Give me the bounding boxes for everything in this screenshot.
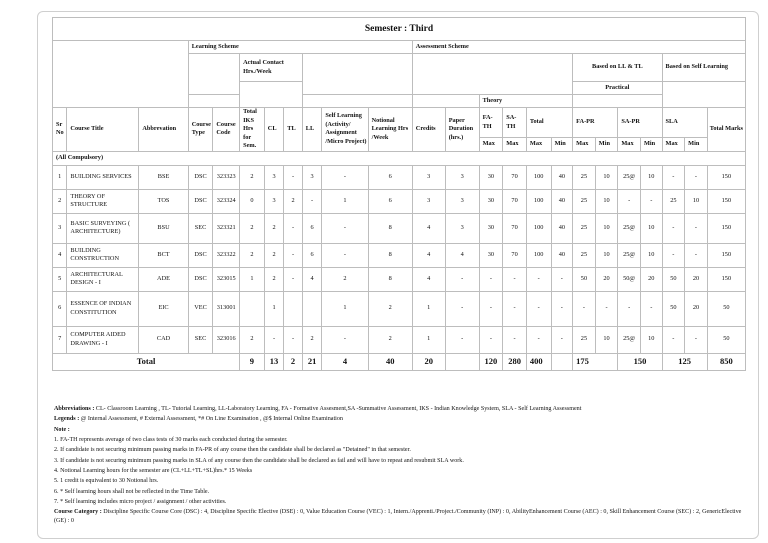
credits-cell: 4 (412, 267, 445, 291)
header-blank-h (412, 95, 479, 108)
sla-max-cell: 50 (662, 291, 685, 326)
course-type-cell: DSC (188, 267, 213, 291)
sla-min: Min (685, 138, 708, 151)
sla-header: SLA (662, 108, 707, 138)
course-category-text: Discipline Specific Course Core (DSC) : 4, Discipline Specific Elective (DSE) : 0, Value Education Course (VEC) : 1, Intern./Apprenti./Project./Community (INP) : 0, AbilityEnhancement Course (AEC) : 0, Skill Enhancement Course (SEC) : 2, GenericElective (GE) : 0 (54, 509, 742, 525)
fa-th-max-cell: 30 (479, 213, 503, 243)
course-code-cell: 323324 (213, 189, 240, 213)
fa-pr-max-cell: 25 (573, 189, 596, 213)
sla-min-cell: - (685, 326, 708, 353)
ll-header: LL (302, 108, 322, 152)
fa-pr-min-cell: 10 (595, 243, 618, 267)
sa-pr-max-cell: - (618, 189, 641, 213)
total-ll: 21 (302, 353, 322, 370)
notional-hours-cell: 8 (368, 213, 412, 243)
total-marks-cell: 50 (707, 291, 745, 326)
tl-hours-cell: - (284, 326, 303, 353)
sa-pr-min-cell: - (640, 189, 662, 213)
theory-total-min-cell: 40 (551, 165, 573, 189)
self-learning-cell: - (322, 213, 368, 243)
total-sapr: 150 (618, 353, 662, 370)
group-label: (All Compulsory) (53, 151, 746, 165)
abbreviation-cell: EIC (139, 291, 188, 326)
sa-pr-min-cell: 10 (640, 165, 662, 189)
cl-hours-cell: 3 (264, 189, 284, 213)
total-max: Max (526, 138, 551, 151)
fa-pr-max-cell: - (573, 291, 596, 326)
cl-hours-cell: 2 (264, 213, 284, 243)
table-row (53, 165, 746, 189)
self-learning-cell: - (322, 326, 368, 353)
course-code-cell: 323322 (213, 243, 240, 267)
cl-hours-cell: 2 (264, 243, 284, 267)
cl-header: CL (264, 108, 284, 152)
sa-pr-max-cell: 25@ (618, 213, 641, 243)
iks-hours-cell (240, 291, 265, 326)
abbreviations-text: CL- Classroom Learning , TL- Tutorial Learning, LL-Laboratory Learning, FA - Formative Assesment,SA -Summative Assessment, IKS - Indian Knowledge System, SLA - Self Learning Assessment (94, 406, 582, 412)
theory-total-max-cell: - (526, 291, 551, 326)
abbreviations-note (54, 405, 744, 414)
course-type-cell: DSC (188, 189, 213, 213)
total-marks-cell: 150 (707, 165, 745, 189)
sa-pr-max-cell: 25@ (618, 326, 641, 353)
course-type-cell: SEC (188, 326, 213, 353)
sa-th-max: Max (503, 138, 527, 151)
course-title-cell: COMPUTER AIDED DRAWING - I (67, 326, 139, 353)
self-learning-header: Self Learning (Activity/ Assignment /Micro Project) (322, 108, 368, 152)
sa-th-header: SA-TH (503, 108, 527, 138)
theory-total-max-cell: 100 (526, 189, 551, 213)
total-iks: 9 (240, 353, 265, 370)
notional-hours-cell: 8 (368, 267, 412, 291)
ll-hours-cell: 6 (302, 243, 322, 267)
sa-th-max-cell: - (503, 326, 527, 353)
header-blank-g (302, 95, 412, 108)
credits-cell: 1 (412, 326, 445, 353)
course-code-cell: 323016 (213, 326, 240, 353)
total-fath: 120 (479, 353, 503, 370)
fa-pr-max-cell: 25 (573, 213, 596, 243)
course-title-cell: BASIC SURVEYING ( ARCHITECTURE) (67, 213, 139, 243)
sla-min-cell: - (685, 243, 708, 267)
sla-min-cell: - (685, 165, 708, 189)
tl-hours-cell: - (284, 213, 303, 243)
fa-pr-min-cell: 10 (595, 165, 618, 189)
fa-pr-max-cell: 50 (573, 267, 596, 291)
course-code-cell: 323015 (213, 267, 240, 291)
course-type-header: Course Type (188, 108, 213, 152)
sla-max-cell: - (662, 326, 685, 353)
abbreviation-cell: BSU (139, 213, 188, 243)
legends-text: @ Internal Assessment, # External Assessment, *# On Line Examination , @$ Internal Online Examination (79, 416, 343, 423)
course-title-cell: BUILDING CONSTRUCTION (67, 243, 139, 267)
notional-hours-cell: 6 (368, 165, 412, 189)
sla-max-cell: - (662, 213, 685, 243)
fa-th-max: Max (479, 138, 503, 151)
sa-pr-header: SA-PR (618, 108, 662, 138)
credits-cell: 4 (412, 213, 445, 243)
fa-pr-min-cell: 10 (595, 189, 618, 213)
total-theory: 400 (526, 353, 551, 370)
ll-hours-cell (302, 291, 322, 326)
course-category-label: Course Category : (54, 509, 102, 516)
scheme-page (37, 11, 759, 539)
header-blank-e (662, 82, 745, 108)
tl-hours-cell: - (284, 243, 303, 267)
tl-hours-cell: 2 (284, 189, 303, 213)
blank-header (53, 41, 189, 108)
self-learning-cell: - (322, 243, 368, 267)
fa-th-max-cell: - (479, 267, 503, 291)
iks-hours-cell: 1 (240, 267, 265, 291)
scheme-table (52, 17, 746, 371)
fa-pr-header: FA-PR (573, 108, 618, 138)
course-type-cell: VEC (188, 291, 213, 326)
learning-scheme-header: Learning Scheme (188, 41, 412, 54)
theory-total-min-cell: 40 (551, 243, 573, 267)
ll-hours-cell: - (302, 189, 322, 213)
paper-duration-cell: 3 (445, 189, 479, 213)
sa-th-max-cell: - (503, 267, 527, 291)
note-item: 2. If candidate is not securing minimum passing marks in FA-PR of any course then the candidate shall be declared as "Detained" in that semester. (54, 447, 411, 454)
note-item: 3. If candidate is not securing minimum passing marks in SLA of any course then the candidate shall be declared as fail and will have to repeat and resubmit SLA work. (54, 457, 464, 464)
theory-total-max-cell: 100 (526, 213, 551, 243)
based-ll-tl-header: Based on LL & TL (573, 54, 662, 82)
sla-min-cell: 10 (685, 189, 708, 213)
sa-pr-max-cell: 50@ (618, 267, 641, 291)
cl-hours-cell: - (264, 326, 284, 353)
sa-th-max-cell: 70 (503, 213, 527, 243)
iks-hours-cell: 2 (240, 326, 265, 353)
course-title-cell: BUILDING SERVICES (67, 165, 139, 189)
table-row (53, 213, 746, 243)
theory-total-min-cell: - (551, 326, 573, 353)
theory-total-max-cell: - (526, 326, 551, 353)
credits-cell: 4 (412, 243, 445, 267)
sr-no-cell: 6 (53, 291, 67, 326)
self-learning-cell: - (322, 165, 368, 189)
based-sl-header: Based on Self Learning (662, 54, 745, 82)
total-label: Total (53, 353, 240, 370)
cl-hours-cell: 1 (264, 291, 284, 326)
total-marks: 850 (707, 353, 745, 370)
total-marks-header: Total Marks (707, 108, 745, 152)
note-item: 5. 1 credit is equivalent to 30 Notional hrs. (54, 478, 159, 485)
abbreviation-cell: CAD (139, 326, 188, 353)
table-row (53, 291, 746, 326)
sr-no-cell: 3 (53, 213, 67, 243)
course-title-header: Course Title (67, 108, 139, 152)
abbreviation-cell: ADE (139, 267, 188, 291)
note-heading (54, 426, 744, 435)
total-duration (445, 353, 479, 370)
notional-hours-cell: 6 (368, 189, 412, 213)
total-marks-cell: 150 (707, 189, 745, 213)
course-code-header: Course Code (213, 108, 240, 152)
header-blank-a (188, 54, 239, 95)
fa-pr-min-cell: 10 (595, 213, 618, 243)
header-blank-c (412, 54, 572, 95)
sla-min-cell: 20 (685, 291, 708, 326)
header-blank-f (188, 95, 302, 108)
credits-cell: 3 (412, 165, 445, 189)
total-sl: 4 (322, 353, 368, 370)
iks-hours-cell: 0 (240, 189, 265, 213)
paper-duration-cell: - (445, 291, 479, 326)
total-sath: 280 (503, 353, 527, 370)
course-code-cell: 323323 (213, 165, 240, 189)
fa-th-max-cell: 30 (479, 189, 503, 213)
sla-min-cell: - (685, 213, 708, 243)
sa-th-max-cell: 70 (503, 189, 527, 213)
sr-no-cell: 7 (53, 326, 67, 353)
cl-hours-cell: 2 (264, 267, 284, 291)
table-row (53, 189, 746, 213)
sr-no-header: Sr No (53, 108, 67, 152)
iks-hours-cell: 2 (240, 243, 265, 267)
ll-hours-cell: 3 (302, 165, 322, 189)
abbreviations-label: Abbreviations : (54, 406, 95, 412)
actual-contact-header: Actual Contact Hrs./Week (240, 54, 303, 82)
course-title-cell: ARCHITECTURAL DESIGN - I (67, 267, 139, 291)
course-type-cell: SEC (188, 213, 213, 243)
assessment-scheme-header: Assessment Scheme (412, 41, 745, 54)
sr-no-cell: 4 (53, 243, 67, 267)
fa-pr-min-cell: 10 (595, 326, 618, 353)
sr-no-cell: 1 (53, 165, 67, 189)
sa-th-max-cell: 70 (503, 243, 527, 267)
notional-header: Notional Learning Hrs /Week (368, 108, 412, 152)
total-theory-min (551, 353, 573, 370)
abbreviation-cell: TOS (139, 189, 188, 213)
sa-pr-min-cell: - (640, 291, 662, 326)
total-fapr: 175 (573, 353, 618, 370)
iks-hours-cell: 2 (240, 165, 265, 189)
legends-label: Legends : (54, 416, 80, 423)
paper-duration-cell: - (445, 326, 479, 353)
paper-duration-cell: 4 (445, 243, 479, 267)
fa-pr-max-cell: 25 (573, 326, 596, 353)
sa-pr-min-cell: 10 (640, 213, 662, 243)
self-learning-cell: 2 (322, 267, 368, 291)
sa-th-max-cell: 70 (503, 165, 527, 189)
credits-header: Credits (412, 108, 445, 152)
table-row (53, 243, 746, 267)
theory-total-max-cell: - (526, 267, 551, 291)
theory-total-header: Total (526, 108, 572, 138)
fa-th-max-cell: - (479, 326, 503, 353)
total-marks-cell: 150 (707, 267, 745, 291)
fa-pr-max-cell: 25 (573, 165, 596, 189)
tl-hours-cell (284, 291, 303, 326)
table-row (53, 326, 746, 353)
total-iks-header: Total IKS Hrs for Sem. (240, 108, 265, 152)
course-type-cell: DSC (188, 165, 213, 189)
fa-th-max-cell: - (479, 291, 503, 326)
tl-hours-cell: - (284, 267, 303, 291)
course-code-cell: 313001 (213, 291, 240, 326)
theory-total-min-cell: - (551, 291, 573, 326)
practical-header: Practical (573, 82, 662, 95)
legends-note (54, 415, 744, 424)
theory-total-max-cell: 100 (526, 243, 551, 267)
sa-pr-max-cell: 25@ (618, 243, 641, 267)
fa-pr-min: Min (595, 138, 618, 151)
sr-no-cell: 2 (53, 189, 67, 213)
ll-hours-cell: 6 (302, 213, 322, 243)
sla-max: Max (662, 138, 685, 151)
credits-cell: 1 (412, 291, 445, 326)
course-title-cell: THEORY OF STRUCTURE (67, 189, 139, 213)
sr-no-cell: 5 (53, 267, 67, 291)
theory-header: Theory (479, 95, 573, 108)
course-rows (53, 165, 746, 353)
sla-max-cell: 25 (662, 189, 685, 213)
total-cl: 13 (264, 353, 284, 370)
abbreviation-header: Abbrevation (139, 108, 188, 152)
total-marks-cell: 150 (707, 243, 745, 267)
fa-th-max-cell: 30 (479, 243, 503, 267)
iks-hours-cell: 2 (240, 213, 265, 243)
fa-pr-max: Max (573, 138, 596, 151)
note-label: Note : (54, 426, 70, 433)
sla-max-cell: - (662, 243, 685, 267)
sla-max-cell: - (662, 165, 685, 189)
total-sla: 125 (662, 353, 707, 370)
notes-section (54, 405, 744, 527)
semester-title: Semester : Third (53, 18, 746, 41)
fa-th-header: FA-TH (479, 108, 503, 138)
total-min: Min (551, 138, 573, 151)
sa-pr-min: Min (640, 138, 662, 151)
total-marks-cell: 150 (707, 213, 745, 243)
header-blank-i (573, 95, 662, 108)
cl-hours-cell: 3 (264, 165, 284, 189)
sa-pr-max-cell: - (618, 291, 641, 326)
fa-pr-min-cell: 20 (595, 267, 618, 291)
sa-pr-min-cell: 10 (640, 326, 662, 353)
header-blank-b (302, 54, 412, 95)
note-item: 6. * Self learning hours shall not be reflected in the Time Table. (54, 488, 210, 495)
credits-cell: 3 (412, 189, 445, 213)
course-code-cell: 323321 (213, 213, 240, 243)
ll-hours-cell: 2 (302, 326, 322, 353)
note-item: 7. * Self learning includes micro project / assignment / other activities. (54, 498, 227, 505)
course-title-cell: ESSENCE OF INDIAN CONSTITUTION (67, 291, 139, 326)
sla-max-cell: 50 (662, 267, 685, 291)
theory-total-min-cell: - (551, 267, 573, 291)
notional-hours-cell: 2 (368, 326, 412, 353)
paper-duration-cell: 3 (445, 213, 479, 243)
self-learning-cell: 1 (322, 291, 368, 326)
sa-pr-max-cell: 25@ (618, 165, 641, 189)
sa-th-max-cell: - (503, 291, 527, 326)
theory-total-min-cell: 40 (551, 189, 573, 213)
paper-duration-cell: - (445, 267, 479, 291)
fa-th-max-cell: 30 (479, 165, 503, 189)
paper-duration-header: Paper Duration (hrs.) (445, 108, 479, 152)
tl-hours-cell: - (284, 165, 303, 189)
note-item: 1. FA-TH represents average of two class tests of 30 marks each conducted during the semester. (54, 436, 288, 443)
table-row (53, 267, 746, 291)
sa-pr-max: Max (618, 138, 641, 151)
course-type-cell: DSC (188, 243, 213, 267)
notional-hours-cell: 8 (368, 243, 412, 267)
total-tl: 2 (284, 353, 303, 370)
sa-pr-min-cell: 20 (640, 267, 662, 291)
theory-total-max-cell: 100 (526, 165, 551, 189)
sla-min-cell: 20 (685, 267, 708, 291)
total-nl: 40 (368, 353, 412, 370)
fa-pr-min-cell: - (595, 291, 618, 326)
ll-hours-cell: 4 (302, 267, 322, 291)
notional-hours-cell: 2 (368, 291, 412, 326)
self-learning-cell: 1 (322, 189, 368, 213)
abbreviation-cell: BSE (139, 165, 188, 189)
paper-duration-cell: 3 (445, 165, 479, 189)
tl-header: TL (284, 108, 303, 152)
abbreviation-cell: BCT (139, 243, 188, 267)
course-category-note (54, 508, 744, 526)
theory-total-min-cell: 40 (551, 213, 573, 243)
total-credits: 20 (412, 353, 445, 370)
sa-pr-min-cell: 10 (640, 243, 662, 267)
note-item: 4. Notional Learning hours for the semester are (CL+LL+TL+SL)hrs.* 15 Weeks (54, 467, 253, 474)
total-marks-cell: 50 (707, 326, 745, 353)
fa-pr-max-cell: 25 (573, 243, 596, 267)
